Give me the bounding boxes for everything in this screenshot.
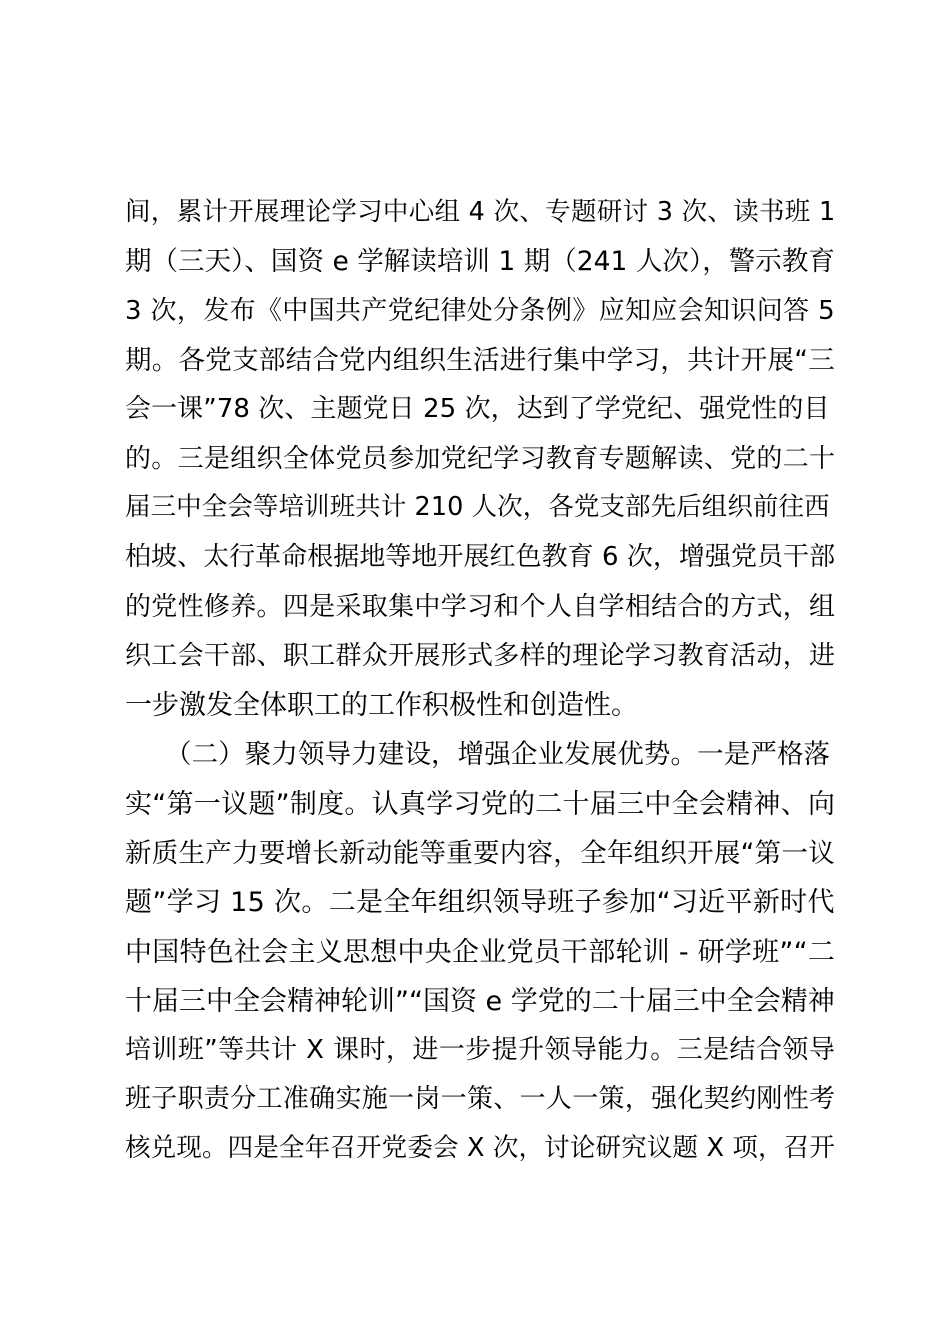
text-line (125, 875, 835, 924)
text-line-content: 题”学习 15 次。二是全年组织领导班子参加“习近平新时代 (125, 887, 835, 919)
text-line (125, 974, 835, 1023)
text-line (125, 678, 835, 727)
text-line (125, 924, 835, 973)
text-line-content: 届三中全会等培训班共计 210 人次，各党支部先后组织前往西 (125, 492, 830, 523)
text-line-content: 的。三是组织全体党员参加党纪学习教育专题解读、党的二十 (125, 443, 836, 474)
text-line-content: 培训班”等共计 X 课时，进一步提升领导能力。三是结合领导 (125, 1035, 836, 1066)
text-line-content: 的党性修养。四是采取集中学习和个人自学相结合的方式，组 (125, 591, 836, 622)
text-line-content: 核兑现。四是全年召开党委会 X 次，讨论研究议题 X 项，召开 (125, 1133, 836, 1164)
body-text (125, 185, 835, 1171)
text-line (125, 1072, 835, 1121)
text-line-content: 新质生产力要增长新动能等重要内容，全年组织开展“第一议 (125, 838, 835, 869)
text-line-content: 3 次，发布《中国共产党纪律处分条例》应知应会知识问答 5 (125, 295, 835, 326)
text-line-content: 一步激发全体职工的工作积极性和创造性。 (125, 690, 638, 722)
text-line (125, 431, 835, 480)
text-line (125, 1023, 835, 1072)
text-line (125, 777, 835, 826)
text-line-content: 柏坡、太行革命根据地等地开展红色教育 6 次，增强党员干部 (125, 542, 836, 573)
text-line-content: 班子职责分工准确实施一岗一策、一人一策，强化契约刚性考 (125, 1084, 836, 1115)
text-line (125, 382, 835, 431)
text-line (125, 333, 835, 382)
text-line (125, 727, 835, 776)
text-line-content: 实“第一议题”制度。认真学习党的二十届三中全会精神、向 (125, 788, 836, 820)
text-line-content: 织工会干部、职工群众开展形式多样的理论学习教育活动，进 (125, 640, 836, 671)
text-line (125, 481, 835, 530)
text-line-content: 十届三中全会精神轮训”“国资 e 学党的二十届三中全会精神 (125, 985, 835, 1017)
text-line (125, 185, 835, 234)
text-line (125, 826, 835, 875)
text-line-content: 间，累计开展理论学习中心组 4 次、专题研讨 3 次、读书班 1 (125, 196, 836, 227)
text-line (125, 579, 835, 628)
text-line (125, 234, 835, 283)
text-line (125, 284, 835, 333)
text-line-content: 期（三天）、国资 e 学解读培训 1 期（241 人次），警示教育 (125, 246, 835, 278)
text-line-content: （二）聚力领导力建设，增强企业发展优势。一是严格落 (125, 739, 831, 771)
text-line (125, 530, 835, 579)
text-line-content: 期。各党支部结合党内组织生活进行集中学习，共计开展“三 (125, 345, 835, 377)
text-line-content: 会一课”78 次、主题党日 25 次，达到了学党纪、强党性的目 (125, 394, 830, 425)
text-line-content: 中国特色社会主义思想中央企业党员干部轮训 - 研学班”“二 (125, 936, 836, 968)
text-line (125, 1122, 835, 1171)
text-line (125, 629, 835, 678)
